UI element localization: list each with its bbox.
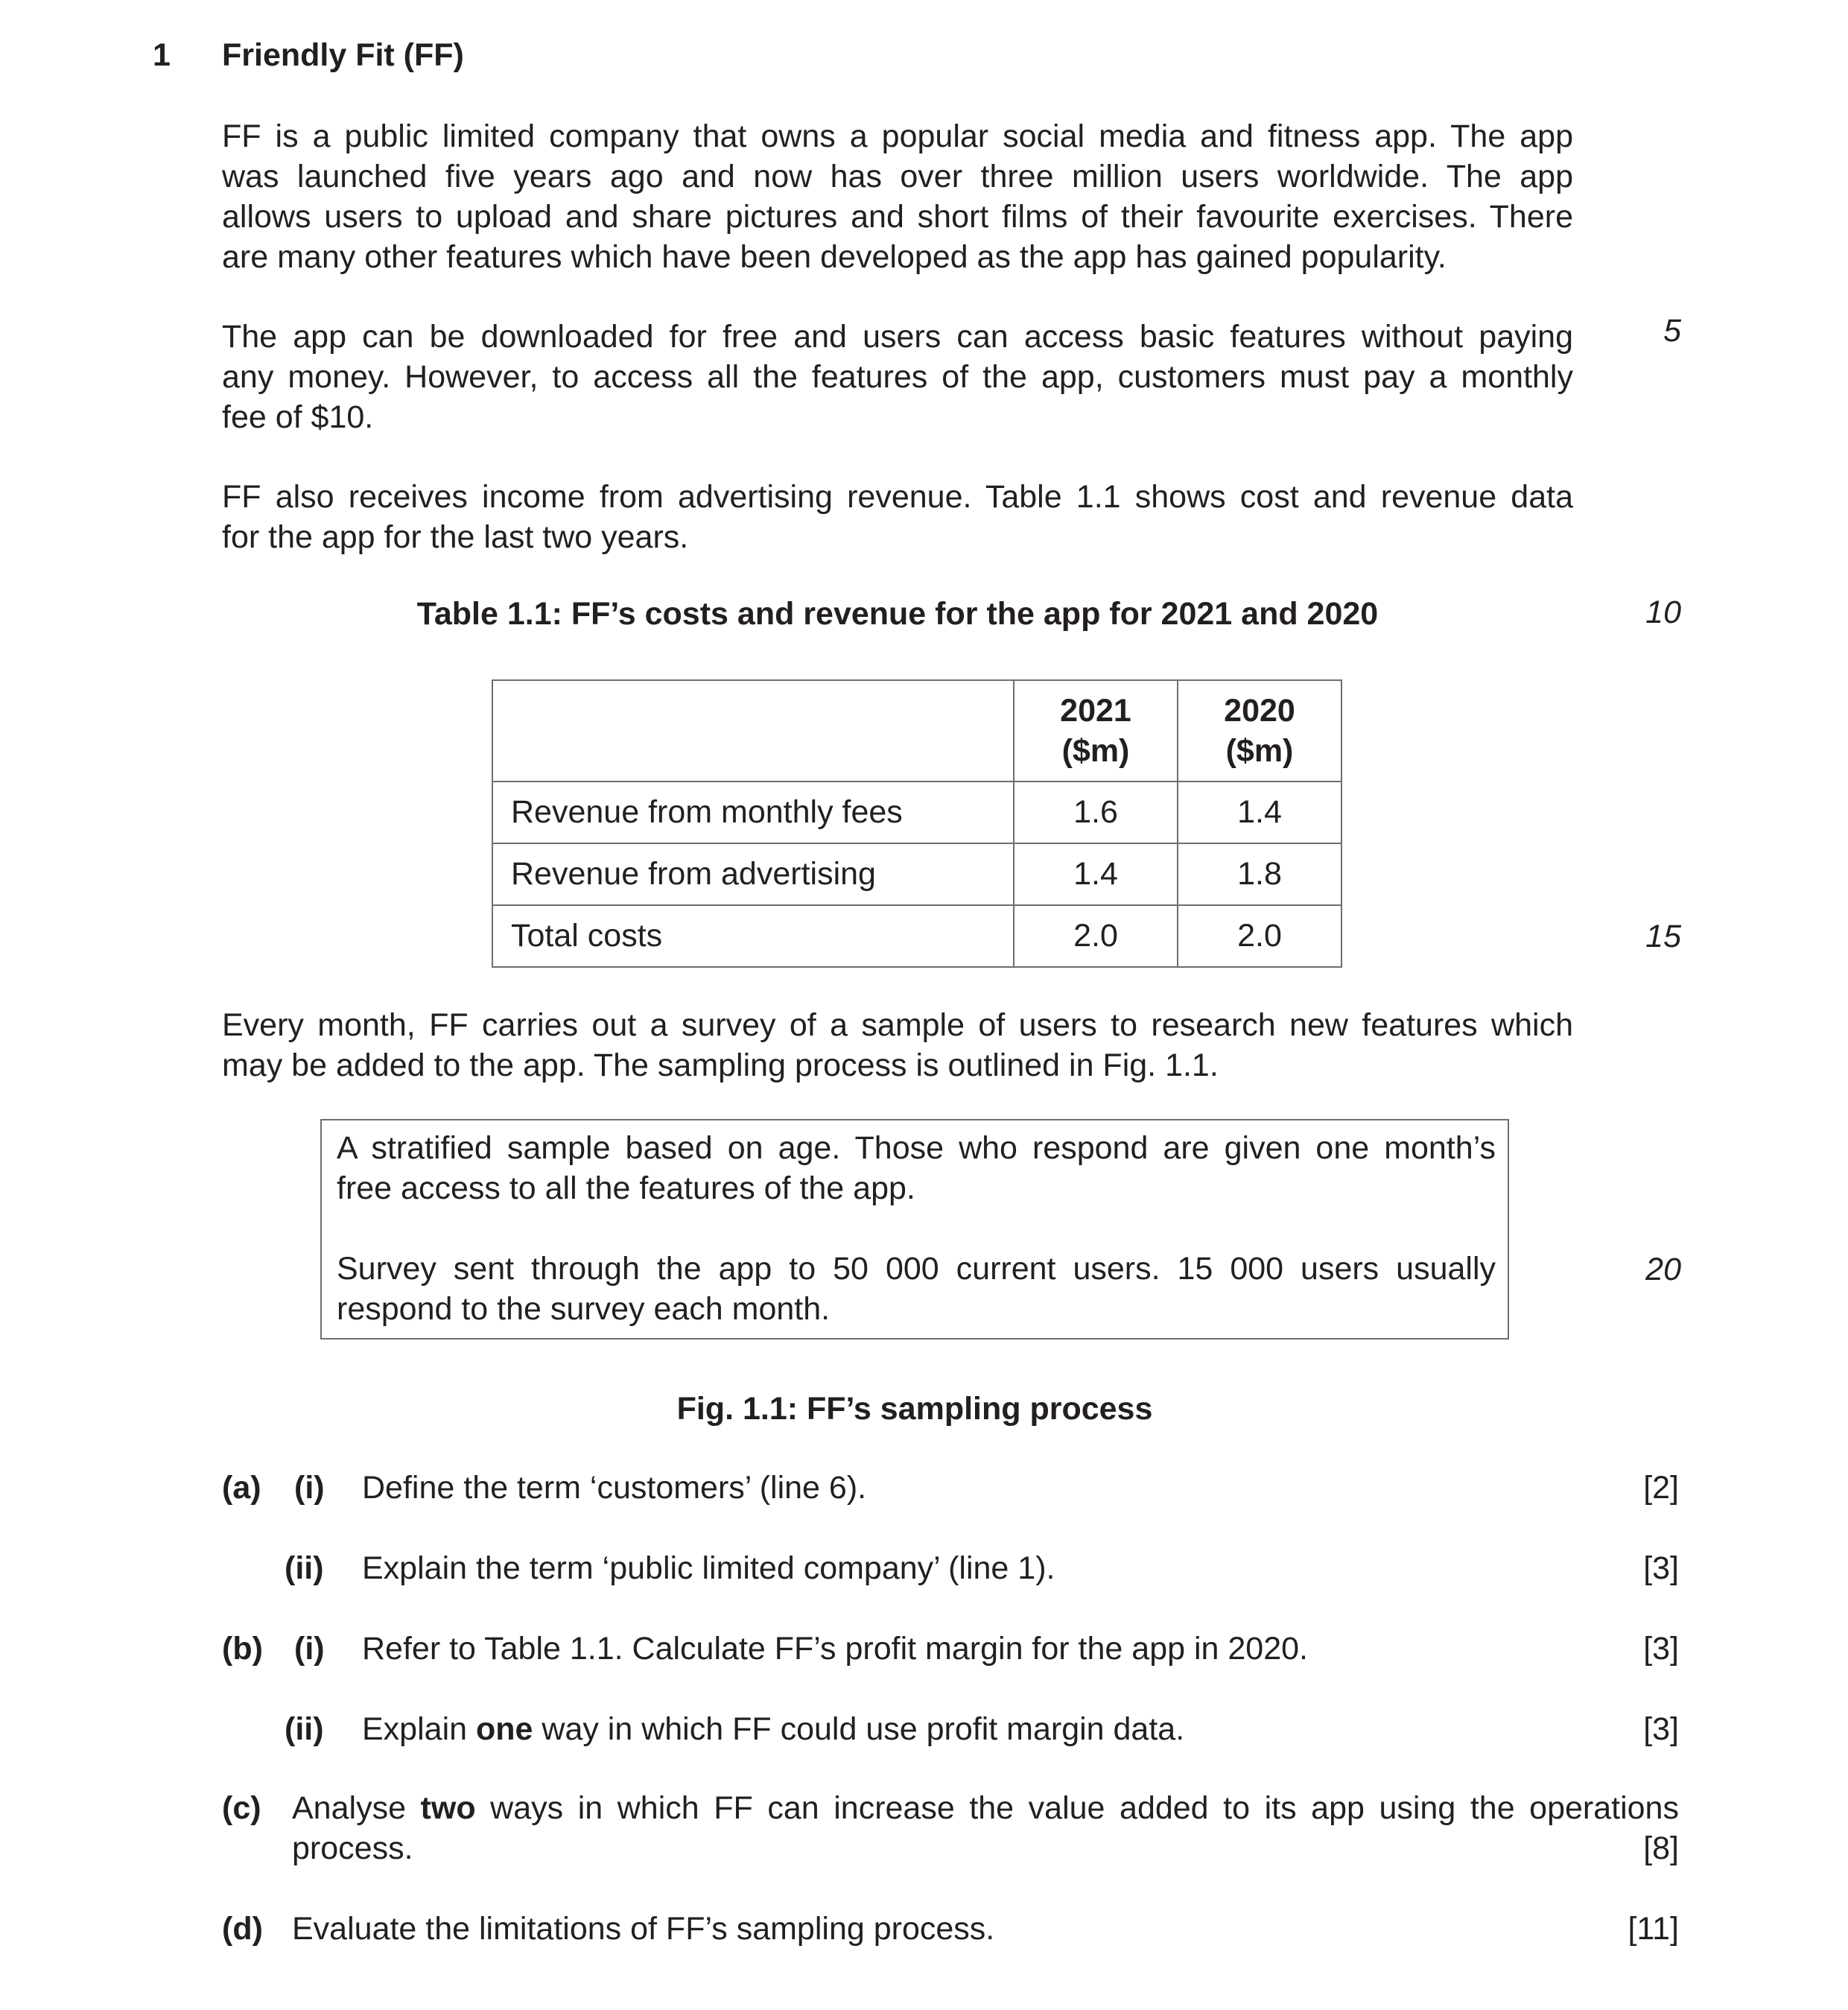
part-c-label: (c) [222,1790,261,1826]
table-corner-cell [492,680,1014,782]
table-header-row [492,680,1341,782]
cell-2020: 1.8 [1178,843,1341,905]
part-b-i-label: (i) [294,1631,325,1667]
part-a-i-text: Define the term ‘customers’ (line 6). [362,1470,867,1506]
part-a-i-marks: [2] [1643,1470,1679,1506]
line-number-15: 15 [1645,919,1681,954]
part-a-label: (a) [222,1470,261,1506]
table-row [492,843,1341,905]
text-line: The app can be downloaded for free and users can access basic features without paying [222,319,1573,355]
text-line: FF also receives income from advertising revenue. Table 1.1 shows cost and revenue data [222,479,1573,515]
table-row [492,782,1341,843]
intro-paragraph [222,116,1573,277]
part-a-i-label: (i) [294,1470,325,1506]
table-caption: Table 1.1: FF’s costs and revenue for the app for 2021 and 2020 [416,596,1379,632]
row-label: Revenue from monthly fees [492,782,1014,843]
table-row [492,905,1341,967]
cell-2020: 1.4 [1178,782,1341,843]
text-line: are many other features which have been developed as the app has gained popularity. [222,239,1447,275]
line-number-20: 20 [1645,1252,1681,1287]
part-b-i-text: Refer to Table 1.1. Calculate FF’s profit margin for the app in 2020. [362,1631,1308,1667]
emphasis: one [475,1711,533,1747]
part-b-label: (b) [222,1631,263,1667]
text-line: for the app for the last two years. [222,519,689,555]
advertising-paragraph [222,477,1573,557]
box-line: A stratified sample based on age. Those who respond are given one month’s [337,1130,1496,1166]
part-d-label: (d) [222,1911,263,1947]
cost-revenue-table [492,679,1342,968]
text-line: was launched five years ago and now has over three million users worldwide. The app [222,159,1573,194]
header-year: 2020 [1224,693,1295,729]
cell-2021: 1.4 [1014,843,1178,905]
header-2021 [1014,680,1178,782]
box-line: free access to all the features of the app. [337,1170,915,1206]
question-number: 1 [153,37,171,73]
row-label: Total costs [492,905,1014,967]
box-line: Survey sent through the app to 50 000 current users. 15 000 users usually [337,1251,1496,1287]
header-unit: ($m) [1061,733,1130,769]
part-b-i-marks: [3] [1643,1631,1679,1667]
part-a-ii-label: (ii) [285,1550,324,1586]
part-a-ii-marks: [3] [1643,1550,1679,1586]
text-run: Explain [362,1711,476,1747]
part-c-marks: [8] [1643,1830,1679,1866]
part-d-text: Evaluate the limitations of FF’s sampling process. [292,1911,995,1947]
part-b-ii-label: (ii) [285,1711,324,1747]
box-line: respond to the survey each month. [337,1291,831,1327]
survey-paragraph [222,1005,1573,1085]
text-line: allows users to upload and share pictures and short films of their favourite exercises. There [222,199,1573,235]
text-line: may be added to the app. The sampling process is outlined in Fig. 1.1. [222,1047,1219,1083]
header-year: 2021 [1060,693,1131,729]
emphasis: two [420,1790,476,1826]
sampling-process-box [320,1119,1509,1340]
text-run: way in which FF could use profit margin data. [533,1711,1185,1747]
text-line: any money. However, to access all the features of the app, customers must pay a monthly [222,359,1573,395]
part-c-text-line2: process. [292,1830,413,1866]
text-line: Every month, FF carries out a survey of a sample of users to research new features which [222,1007,1573,1043]
text-line: fee of $10. [222,399,374,435]
cell-2021: 2.0 [1014,905,1178,967]
question-title: Friendly Fit (FF) [222,37,464,73]
figure-caption: Fig. 1.1: FF’s sampling process [676,1391,1153,1427]
part-b-ii-text [362,1711,1184,1748]
row-label: Revenue from advertising [492,843,1014,905]
part-d-marks: [11] [1628,1911,1679,1947]
line-number-10: 10 [1645,595,1681,630]
header-unit: ($m) [1225,733,1294,769]
pricing-paragraph [222,317,1573,437]
header-2020 [1178,680,1341,782]
text-run: ways in which FF can increase the value added to its app using the operations [475,1790,1679,1826]
cell-2021: 1.6 [1014,782,1178,843]
text-run: Analyse [292,1790,421,1826]
line-number-5: 5 [1663,313,1681,349]
cell-2020: 2.0 [1178,905,1341,967]
part-c-text [292,1790,1679,1827]
text-line: FF is a public limited company that owns a popular social media and fitness app. The app [222,118,1573,154]
part-b-ii-marks: [3] [1643,1711,1679,1747]
part-a-ii-text: Explain the term ‘public limited company’ (line 1). [362,1550,1055,1586]
